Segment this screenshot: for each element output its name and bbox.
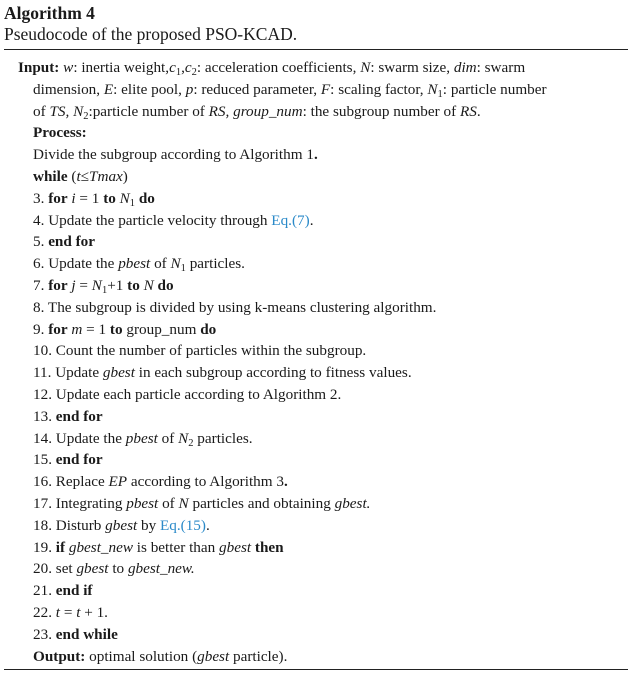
step-21: 21. end if: [33, 582, 93, 600]
step-9: 9. for m = 1 to group_num do: [33, 320, 217, 338]
eq-7-link[interactable]: Eq.(7): [271, 211, 310, 229]
algorithm-title: Algorithm 4: [4, 3, 95, 23]
step-20: 20. set gbest to gbest_new.: [33, 560, 195, 578]
step-18: 18. Disturb gbest by Eq.(15).: [33, 516, 210, 534]
step-15: 15. end for: [33, 451, 103, 469]
step-divide: Divide the subgroup according to Algorithm 1.: [33, 146, 318, 164]
output-line: Output: optimal solution (gbest particle).: [33, 647, 288, 665]
step-13: 13. end for: [33, 407, 103, 425]
process-label: Process:: [33, 124, 87, 142]
algorithm-body: [0, 57, 628, 667]
step-11: 11. Update gbest in each subgroup according to fitness values.: [33, 364, 412, 382]
input-line-1: Input: w: inertia $weight,c_1,c_2$: acceleration coefficients, N: swarm size, dim: swarm: [18, 59, 526, 78]
step-while: while (t≤Tmax): [33, 167, 128, 185]
step-6: 6. Update the pbest of $N_1$ particles.: [33, 255, 245, 275]
step-7: 7. for $j = N_1+1$ to N do: [33, 276, 174, 296]
step-16: 16. Replace EP according to Algorithm 3.: [33, 473, 288, 491]
top-rule: [4, 49, 628, 50]
step-19: 19. if gbest_new is better than gbest then: [33, 538, 284, 556]
step-4: 4. Update the particle velocity through Eq.(7).: [33, 211, 314, 229]
step-5: 5. end for: [33, 233, 96, 251]
step-22: 22. t = t + 1.: [33, 603, 108, 621]
eq-15-link[interactable]: Eq.(15): [159, 516, 206, 534]
input-line-2: dimension, E: elite pool, p: reduced parameter, F: scaling factor, $N_1$: particle number: [33, 80, 547, 100]
step-23: 23. end while: [33, 625, 118, 643]
algorithm-caption: Pseudocode of the proposed PSO-KCAD.: [4, 24, 298, 44]
step-14: 14. Update the pbest of $N_2$ particles.: [33, 429, 253, 449]
bottom-rule: [4, 669, 628, 670]
step-3: 3. for i = 1 to $N_1$ do: [33, 189, 155, 209]
step-12: 12. Update each particle according to Algorithm 2.: [33, 385, 342, 403]
step-10: 10. Count the number of particles within the subgroup.: [33, 342, 367, 360]
input-line-3: of TS, $N_2:particle$ number of RS, group_num: the subgroup number of RS.: [33, 102, 481, 122]
step-8: 8. The subgroup is divided by using k-means clustering algorithm.: [33, 298, 437, 316]
step-17: 17. Integrating pbest of N particles and obtaining gbest.: [33, 494, 371, 512]
